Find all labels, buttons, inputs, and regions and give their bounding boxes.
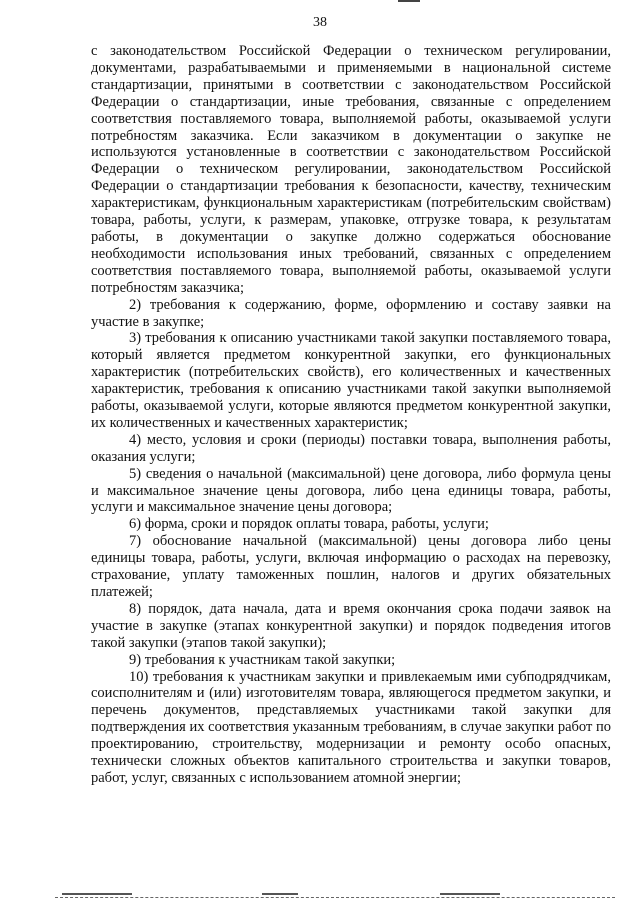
paragraph-item-9: 9) требования к участникам такой закупки; bbox=[129, 651, 396, 668]
paragraph-item-8: 8) порядок, дата начала, дата и время окончания срока подачи заявок на участие в закупке (этапах конкурентной закупки) и порядок подведения итогов такой закупки (этапов такой закупки); bbox=[91, 600, 611, 651]
paragraph-item-10: 10) требования к участникам закупки и привлекаемым ими субподрядчикам, соисполнителям и (или) изготовителям товара, являющегося предметом закупки, и перечень документов, представляемых участниками такой закупки для подтверждения их соответствия указанным требованиям, в случае закупки работ по проектированию, строительству, модернизации и ремонту особо опасных, технически сложных объектов капитального строительства и закупки товаров, работ, услуг, связанных с использованием атомной энергии; bbox=[91, 668, 611, 786]
paragraph-item-4: 4) место, условия и сроки (периоды) поставки товара, выполнения работы, оказания услуги; bbox=[91, 431, 611, 465]
paragraph-item-6: 6) форма, сроки и порядок оплаты товара, работы, услуги; bbox=[129, 516, 489, 533]
scan-artifact-top bbox=[398, 0, 420, 2]
scan-artifact-bottom-mark bbox=[62, 893, 132, 895]
page-number: 38 bbox=[313, 15, 327, 30]
paragraph-continuation: с законодательством Российской Федерации о техническом регулировании, документами, разрабатываемыми и применяемыми в национальной системе стандартизации, принятыми в соответствии с законодательством Российской Федерации о стандартизации, иные требования, связанные с определением соответствия поставляемого товара, выполняемой работы, оказываемой услуги потребностям заказчика. Если заказчиком в документации о закупке не используются установленные в соответствии с законодательством Российской Федерации о техническом регулировании, законодательством Российской Федерации о стандартизации требования к безопасности, качеству, техническим характеристикам, функциональным характеристикам (потребительским свойствам) товара, работы, услуги, к размерам, упаковке, отгрузке товара, к результатам работы, в документации о закупке должно содержаться обоснование необходимости использования иных требований, связанных с определением соответствия поставляемого товара, выполняемой работы, оказываемой услуги потребностям заказчика; bbox=[91, 43, 611, 296]
scan-artifact-bottom-line bbox=[55, 897, 615, 898]
paragraph-item-7: 7) обоснование начальной (максимальной) цены договора либо цены единицы товара, работы, услуги, включая информацию о расходах на перевозку, страхование, уплату таможенных пошлин, налогов и других обязательных платежей; bbox=[91, 533, 611, 600]
scan-artifact-bottom-mark bbox=[262, 893, 298, 895]
paragraph-item-5: 5) сведения о начальной (максимальной) цене договора, либо формула цены и максимальное значение цены договора, либо цена единицы товара, работы, услуги и максимальное значение цены договора; bbox=[91, 465, 611, 516]
document-body bbox=[91, 43, 611, 787]
paragraph-item-3: 3) требования к описанию участниками такой закупки поставляемого товара, который является предметом конкурентной закупки, его функциональных характеристик (потребительских свойств), его количественных и качественных характеристик, требования к описанию участниками такой закупки выполняемой работы, оказываемой услуги, которые являются предметом конкурентной закупки, их количественных и качественных характеристик; bbox=[91, 330, 611, 431]
scan-artifact-bottom-mark bbox=[440, 893, 500, 895]
paragraph-item-2: 2) требования к содержанию, форме, оформлению и составу заявки на участие в закупке; bbox=[91, 296, 611, 330]
